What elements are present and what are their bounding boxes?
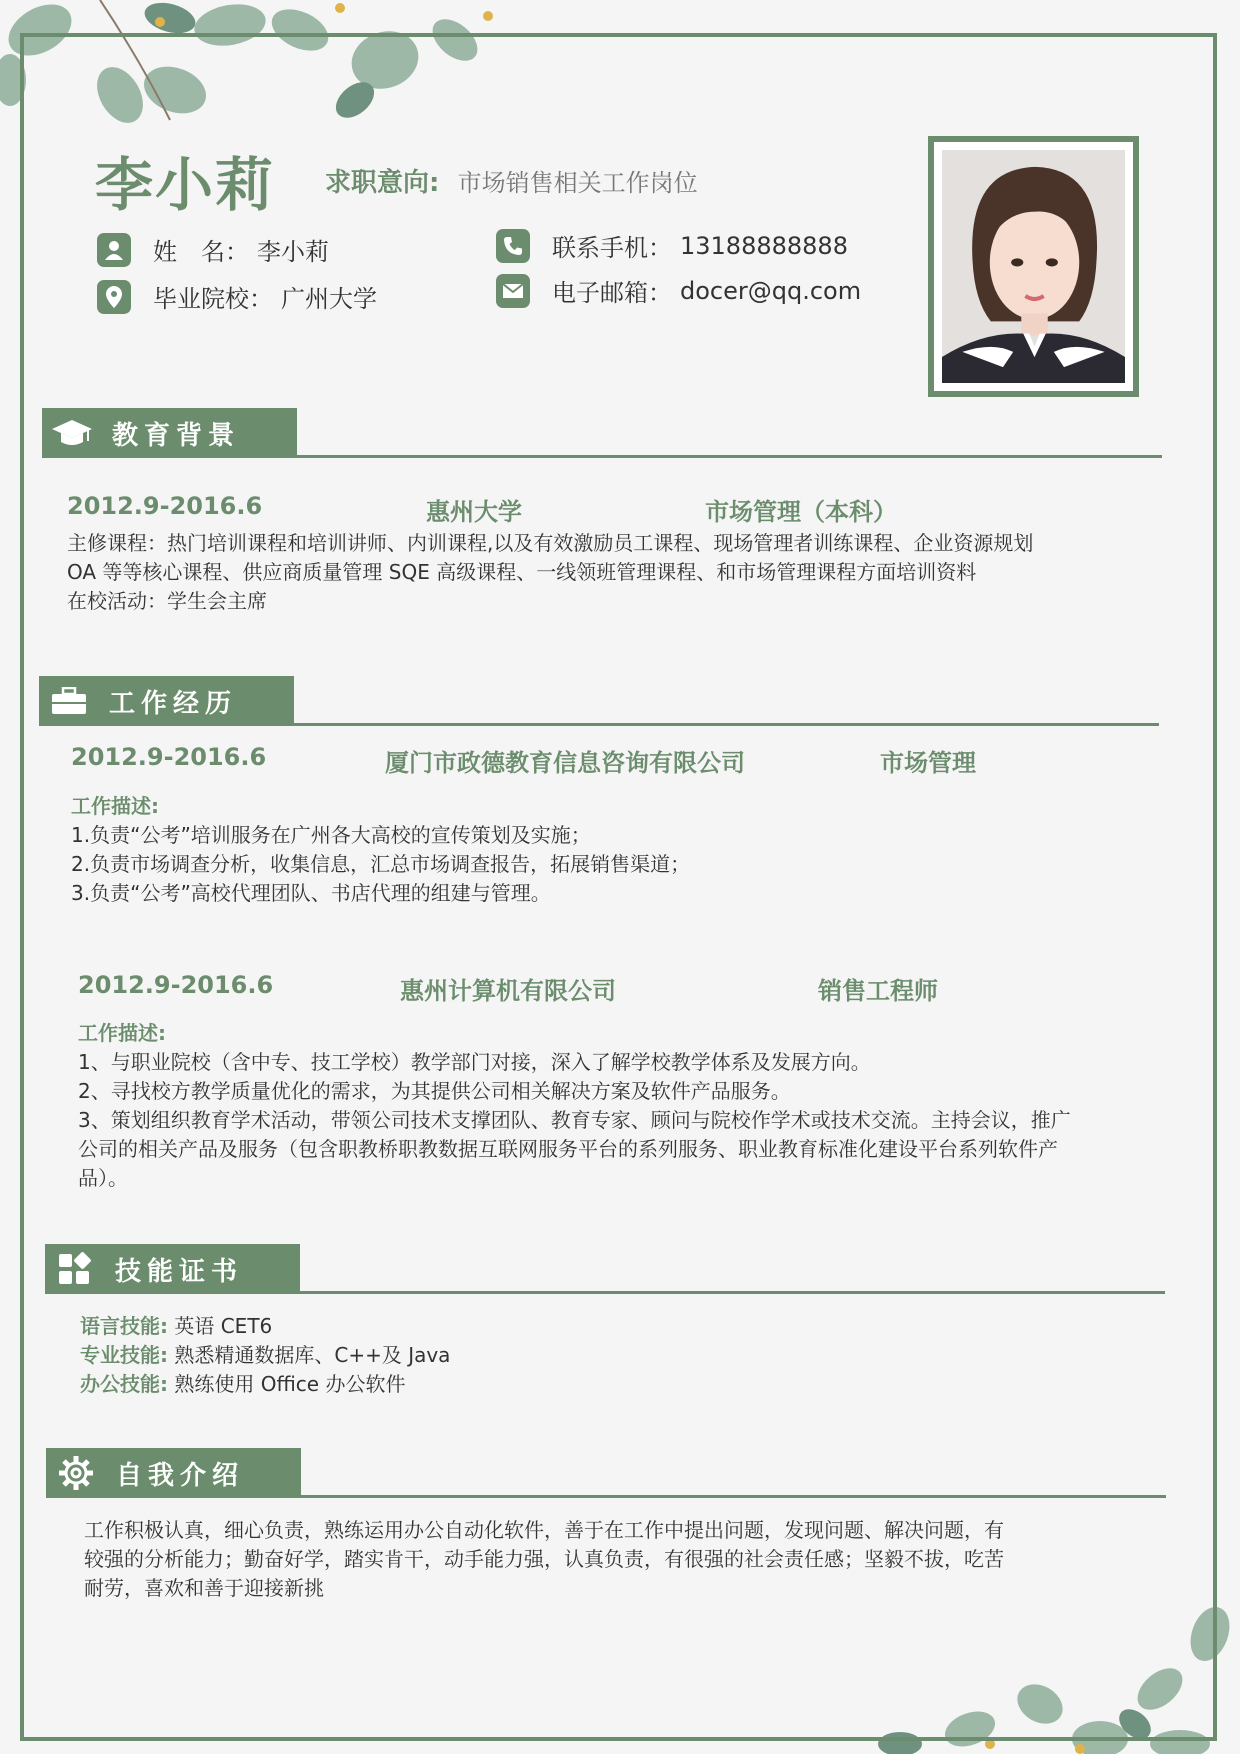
job-2-company: 惠州计算机有限公司 [400,977,616,1005]
gear-icon [46,1455,106,1491]
job-2-position: 销售工程师 [818,977,938,1005]
education-line: 主修课程：热门培训课程和培训讲师、内训课程,以及有效激励员工课程、现场管理者训练课程、企业资源规划 [67,531,1034,555]
job-1-position: 市场管理 [880,749,976,777]
education-details [67,529,1167,616]
job-1-company: 厦门市政德教育信息咨询有限公司 [385,749,745,777]
phone-icon [496,229,530,263]
info-email [496,273,861,308]
job-2-line: 1、与职业院校（含中专、技工学校）教学部门对接，深入了解学校教学体系及发展方向。 [78,1050,871,1074]
section-skills-title: 技能证书 [115,1256,244,1287]
section-skills-title-box [45,1244,300,1294]
about-text [84,1516,1114,1603]
info-phone-value: 13188888888 [680,231,848,260]
section-about-title: 自我介绍 [116,1460,245,1491]
job-2-line: 3、策划组织教育学术活动，带领公司技术支撑团队、教育专家、顾问与院校作学术或技术交流。主持会议，推广 [78,1108,1071,1132]
mail-icon [496,274,530,308]
info-name-label: 姓 名： [153,238,249,266]
job-1-details [71,792,1171,908]
section-education-line [297,455,1162,458]
info-phone-label: 联系手机： [552,234,672,262]
info-school-label: 毕业院校： [153,285,273,313]
skill-value: 熟悉精通数据库、C++及 Java [174,1343,451,1367]
skill-label: 办公技能: [80,1372,168,1396]
info-email-label: 电子邮箱： [552,279,672,307]
job-1-line: 2.负责市场调查分析，收集信息，汇总市场调查报告，拓展销售渠道； [71,852,691,876]
skill-item [80,1370,1080,1399]
candidate-name: 李小莉 [95,151,276,219]
skill-value: 英语 CET6 [174,1314,273,1338]
about-line: 较强的分析能力；勤奋好学，踏实肯干，动手能力强，认真负责，有很强的社会责任感；坚毅不拔，吃苦 [84,1547,1004,1571]
briefcase-icon [39,687,99,715]
location-icon [97,280,131,314]
job-1-desc-label: 工作描述: [71,794,159,818]
info-email-value: docer@qq.com [680,276,862,305]
education-line: OA 等等核心课程、供应商质量管理 SQE 高级课程、一线领班管理课程、和市场管理课程方面培训资料 [67,560,977,584]
skill-item [80,1341,1080,1370]
grid-icon [45,1252,105,1286]
section-work-title: 工作经历 [109,688,238,719]
info-name [97,232,329,267]
section-about-title-box [46,1448,301,1498]
skill-label: 专业技能: [80,1343,168,1367]
job-1-line: 3.负责“公考”高校代理团队、书店代理的组建与管理。 [71,881,551,905]
profile-photo [942,150,1125,383]
education-period: 2012.9-2016.6 [67,492,263,520]
skill-item [80,1312,1080,1341]
job-2-details [78,1019,1178,1193]
job-2-line: 2、寻找校方教学质量优化的需求，为其提供公司相关解决方案及软件产品服务。 [78,1079,791,1103]
skills-list [80,1312,1080,1399]
section-skills-header [45,1244,1165,1294]
info-school-value: 广州大学 [281,285,377,313]
info-phone [496,228,848,263]
section-work-title-box [39,676,294,726]
section-skills-line [300,1291,1165,1294]
education-line: 在校活动：学生会主席 [67,589,267,613]
job-2-line: 品）。 [78,1166,128,1190]
user-icon [97,233,131,267]
info-school [97,279,377,314]
section-education-title: 教育背景 [112,420,241,451]
info-name-value: 李小莉 [257,238,329,266]
job-intent [325,162,698,199]
job-2-period: 2012.9-2016.6 [78,971,274,999]
section-about-header [46,1448,1166,1498]
about-line: 耐劳，喜欢和善于迎接新挑 [84,1576,324,1600]
skill-label: 语言技能: [80,1314,168,1338]
section-education-title-box [42,408,297,458]
job-intent-value: 市场销售相关工作岗位 [457,169,698,197]
section-education-header [42,408,1162,458]
section-work-header [39,676,1159,726]
section-work-line [294,723,1159,726]
about-line: 工作积极认真，细心负责，熟练运用办公自动化软件，善于在工作中提出问题，发现问题、解决问题，有 [84,1518,1004,1542]
job-1-period: 2012.9-2016.6 [71,743,267,771]
job-intent-label: 求职意向: [325,168,440,198]
education-major: 市场管理（本科） [705,498,897,526]
job-2-desc-label: 工作描述: [78,1021,166,1045]
graduation-cap-icon [42,418,102,448]
profile-photo-frame [928,136,1139,397]
section-about-line [301,1495,1166,1498]
job-2-line: 公司的相关产品及服务（包含职教桥职教数据互联网服务平台的系列服务、职业教育标准化建设平台系列软件产 [78,1137,1058,1161]
job-1-line: 1.负责“公考”培训服务在广州各大高校的宣传策划及实施； [71,823,591,847]
education-school: 惠州大学 [426,498,522,526]
skill-value: 熟练使用 Office 办公软件 [174,1372,406,1396]
